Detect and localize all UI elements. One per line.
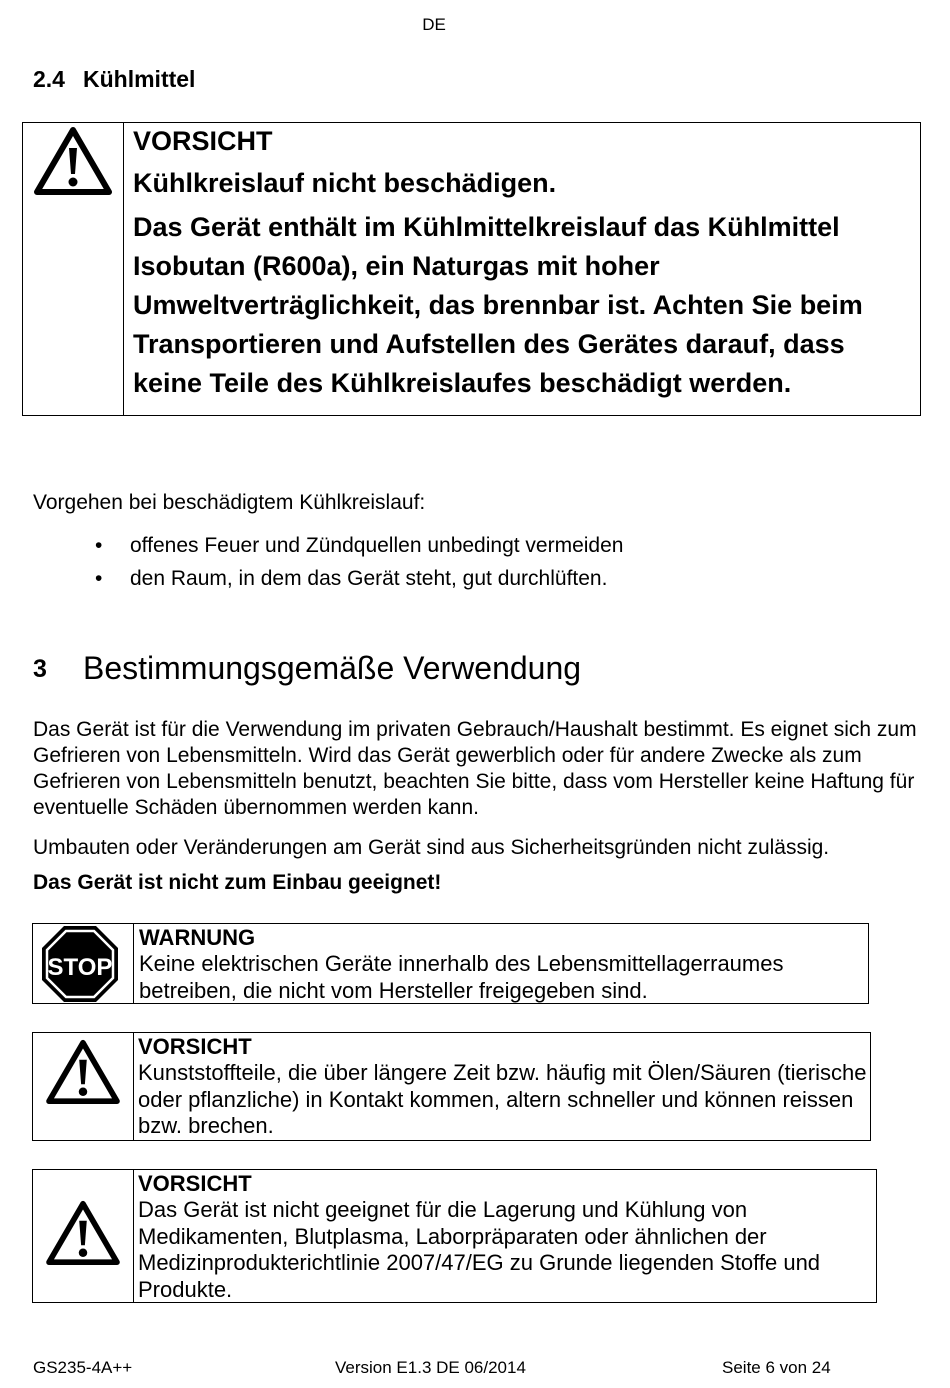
- caution-label: VORSICHT: [138, 1171, 252, 1196]
- bullet-icon: •: [95, 567, 103, 590]
- caution-text-cell: [133, 123, 920, 415]
- warning-text-cell: [139, 925, 868, 1003]
- icon-cell: [23, 123, 124, 415]
- list-item: [95, 529, 623, 562]
- caution-text-cell: [138, 1034, 870, 1140]
- list-item-text: den Raum, in dem das Gerät steht, gut durchlüften.: [130, 567, 608, 590]
- section-title: Kühlmittel: [83, 66, 196, 92]
- caution-label: VORSICHT: [138, 1034, 252, 1059]
- icon-cell: [33, 924, 134, 1003]
- page-language: DE: [422, 15, 446, 34]
- modification-paragraph: Umbauten oder Veränderungen am Gerät sind aus Sicherheitsgründen nicht zulässig.: [33, 836, 830, 859]
- caution-label: VORSICHT: [133, 126, 273, 156]
- warning-triangle-icon: [43, 1039, 123, 1105]
- footer-version: Version E1.3 DE 06/2014: [335, 1358, 526, 1377]
- list-item-text: offenes Feuer und Zündquellen unbedingt vermeiden: [130, 534, 624, 557]
- section-heading-2-4: [33, 66, 195, 93]
- section-title: Bestimmungsgemäße Verwendung: [83, 650, 582, 686]
- list-item: [95, 562, 623, 595]
- caution-text: Kunststoffteile, die über längere Zeit bzw. häufig mit Ölen/Säuren (tierische oder pflanzliche) in Kontakt kommen, altern schneller und können reissen bzw. brechen.: [138, 1060, 867, 1138]
- caution-subtitle: Kühlkreislauf nicht beschädigen.: [133, 168, 557, 198]
- stop-sign-text: STOP: [47, 954, 113, 981]
- warning-triangle-icon: [33, 126, 113, 196]
- section-number: 3: [33, 655, 47, 683]
- footer-page-number: Seite 6 von 24: [722, 1358, 831, 1377]
- installation-note: Das Gerät ist nicht zum Einbau geeignet!: [33, 871, 442, 894]
- caution-text: Das Gerät enthält im Kühlmittelkreislauf das Kühlmittel Isobutan (R600a), ein Naturgas mit hoher Umweltverträglichkeit, das brennbar ist. Achten Sie beim Transportieren und Aufstellen des Gerätes darauf, dass keine Teile des Kühlkreislaufes beschädigt werden.: [133, 212, 863, 398]
- bullet-icon: •: [95, 534, 103, 557]
- warning-label: WARNUNG: [139, 925, 256, 950]
- procedure-list: [95, 529, 623, 595]
- footer-model: GS235-4A++: [33, 1358, 133, 1377]
- usage-paragraph: Das Gerät ist für die Verwendung im privaten Gebrauch/Haushalt bestimmt. Es eignet sich zum Gefrieren von Lebensmitteln. Wird das Gerät gewerblich oder für andere Zwecke als zum Gefrieren von Lebensmitteln benutzt, beachten Sie bitte, dass vom Hersteller keine Haftung für eventuelle Schäden übernommen werden kann.: [33, 718, 917, 819]
- warning-triangle-icon: [43, 1200, 123, 1266]
- warning-text: Keine elektrischen Geräte innerhalb des Lebensmittellagerraumes betreiben, die nicht vom Hersteller freigegeben sind.: [139, 951, 784, 1003]
- caution-box-refrigerant: [22, 122, 921, 416]
- section-number: 2.4: [33, 66, 65, 92]
- caution-text: Das Gerät ist nicht geeignet für die Lagerung und Kühlung von Medikamenten, Blutplasma, Laborpräparaten oder ähnlichen der Medizinprodukterichtlinie 2007/47/EG zu Grunde liegenden Stoffe und Produkte.: [138, 1197, 821, 1302]
- stop-sign-icon: [40, 924, 120, 1004]
- caution-box-plastics: [32, 1032, 871, 1141]
- warning-box-electrical: [32, 923, 869, 1004]
- section-heading-3: [33, 650, 581, 687]
- icon-cell: [33, 1170, 134, 1302]
- procedure-intro: Vorgehen bei beschädigtem Kühlkreislauf:: [33, 491, 426, 514]
- icon-cell: [33, 1033, 134, 1140]
- caution-text-cell: [138, 1171, 876, 1302]
- caution-box-medical: [32, 1169, 877, 1303]
